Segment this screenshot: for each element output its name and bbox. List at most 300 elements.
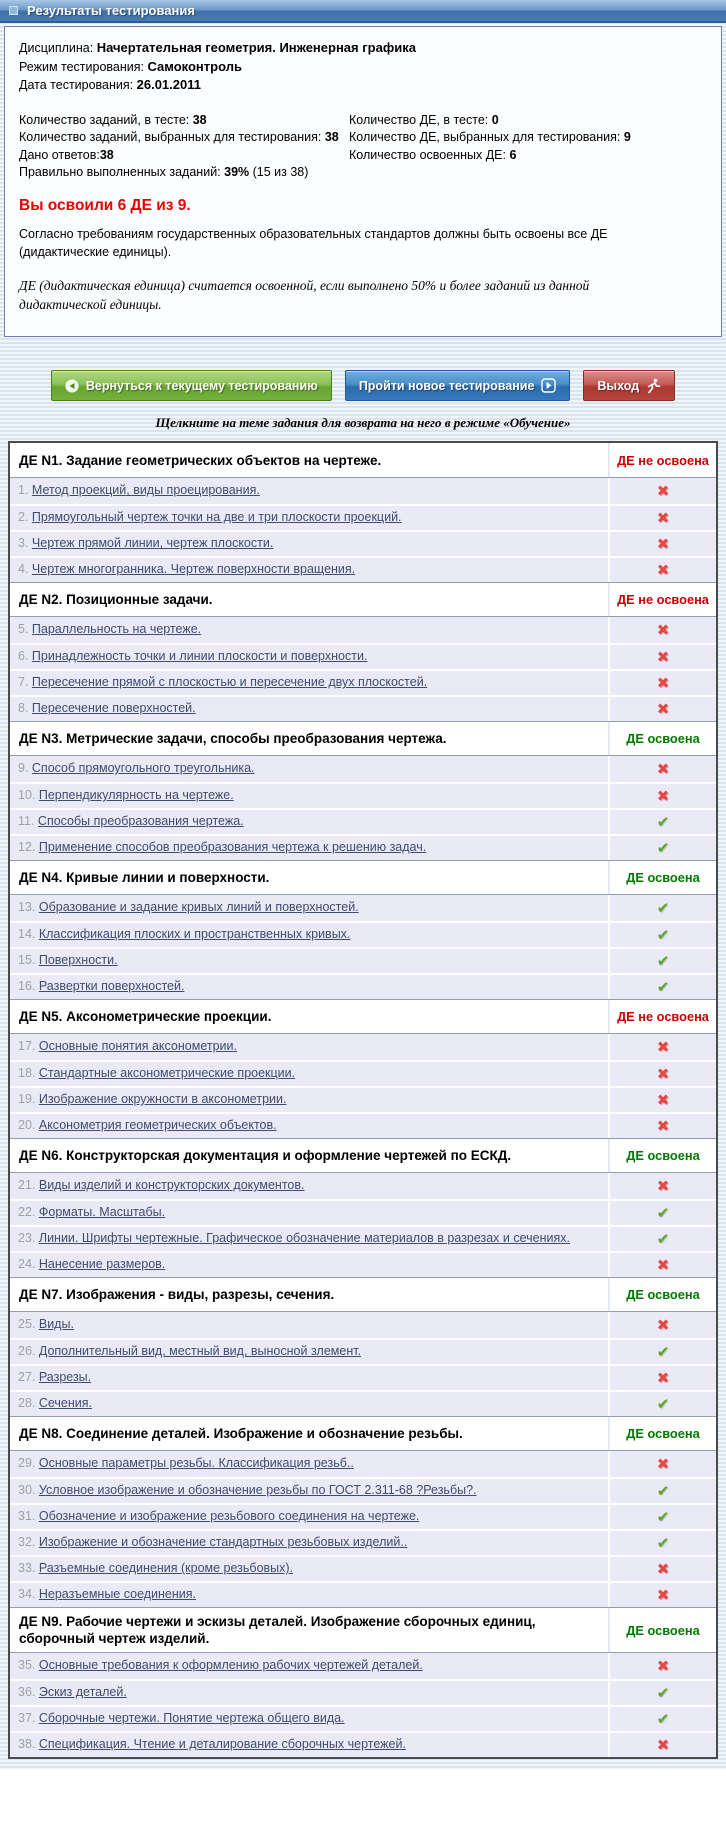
stat-value: 38: [324, 130, 339, 144]
test-mode-line: [19, 58, 705, 77]
task-result-cell: [608, 1479, 716, 1503]
task-result-cell: [608, 532, 716, 556]
task-cell: [10, 1583, 608, 1607]
section-title: ДЕ N4. Кривые линии и поверхности.: [19, 870, 270, 885]
task-cell: [10, 1654, 608, 1678]
section-status: ДЕ освоена: [608, 861, 716, 894]
task-cell: [10, 506, 608, 530]
task-row: [10, 1705, 716, 1731]
task-cell: [10, 532, 608, 556]
task-link[interactable]: Аксонометрия геометрических объектов.: [38, 1118, 277, 1133]
task-row: [10, 695, 716, 721]
task-link[interactable]: Неразъемные соединения.: [38, 1587, 197, 1602]
task-row: [10, 1529, 716, 1555]
task-row: [10, 1477, 716, 1503]
task-cell: [10, 1452, 608, 1476]
task-number: 21.: [18, 1178, 39, 1193]
section-title: ДЕ N9. Рабочие чертежи и эскизы деталей. Изображение сборочных единиц, сборочный чертеж изделий.: [19, 1614, 536, 1646]
task-number: 30.: [18, 1483, 39, 1498]
section-title: ДЕ N7. Изображения - виды, разрезы, сечения.: [19, 1287, 335, 1302]
window-titlebar: [0, 0, 726, 23]
task-link[interactable]: Развертки поверхностей.: [38, 979, 185, 994]
window-title: Результаты тестирования: [27, 3, 195, 18]
cross-icon: ✖: [656, 509, 670, 527]
task-row: [10, 1555, 716, 1581]
task-cell: [10, 1340, 608, 1364]
task-cell: [10, 1557, 608, 1581]
check-icon: ✔: [656, 1508, 670, 1526]
section-title: ДЕ N6. Конструкторская документация и оформление чертежей по ЕСКД.: [19, 1148, 512, 1163]
task-cell: [10, 1505, 608, 1529]
task-link[interactable]: Параллельность на чертеже.: [31, 622, 202, 637]
task-number: 33.: [18, 1561, 39, 1576]
task-result-cell: [608, 1253, 716, 1277]
task-result-cell: [608, 895, 716, 921]
exit-button[interactable]: [583, 370, 675, 401]
task-cell: [10, 1479, 608, 1503]
task-result-cell: [608, 671, 716, 695]
task-row: [10, 895, 716, 921]
task-cell: [10, 923, 608, 947]
section-header-row: [10, 999, 716, 1034]
task-link[interactable]: Спецификация. Чтение и деталирование сборочных чертежей.: [38, 1737, 406, 1752]
task-number: 20.: [18, 1118, 39, 1133]
task-result-cell: [608, 1392, 716, 1416]
summary-panel: [4, 26, 722, 337]
cross-icon: ✖: [656, 1256, 670, 1274]
task-result-cell: [608, 1312, 716, 1338]
task-number: 13.: [18, 900, 39, 915]
task-cell: [10, 757, 608, 781]
task-number: 7.: [18, 675, 32, 690]
task-row: [10, 1653, 716, 1679]
cross-icon: ✖: [656, 1560, 670, 1578]
task-row: [10, 530, 716, 556]
stat-line: Количество освоенных ДЕ: 6: [349, 147, 517, 162]
task-link[interactable]: Сборочные чертежи. Понятие чертежа общего вида.: [38, 1711, 345, 1726]
task-link[interactable]: Нанесение размеров.: [38, 1257, 166, 1272]
task-cell: [10, 1681, 608, 1705]
task-link[interactable]: Эскиз деталей.: [38, 1685, 127, 1700]
task-result-cell: [608, 1451, 716, 1477]
stat-line: Количество заданий, в тесте: 38: [19, 112, 207, 127]
check-icon: ✔: [656, 1204, 670, 1222]
task-number: 27.: [18, 1370, 39, 1385]
task-cell: [10, 1253, 608, 1277]
task-link[interactable]: Чертеж многогранника. Чертеж поверхности вращения.: [31, 562, 356, 577]
task-row: [10, 782, 716, 808]
task-cell: [10, 558, 608, 582]
task-number: 26.: [18, 1344, 39, 1359]
task-cell: [10, 1088, 608, 1112]
discipline-line: [19, 39, 705, 58]
cross-icon: ✖: [656, 648, 670, 666]
task-result-cell: [608, 1114, 716, 1138]
task-number: 17.: [18, 1039, 39, 1054]
task-row: [10, 556, 716, 582]
hint-text: Щелкните на теме задания для возврата на него в режиме «Обучение»: [155, 415, 571, 430]
stats-column-tasks: [19, 112, 349, 182]
task-cell: [10, 1392, 608, 1416]
task-row: [10, 1060, 716, 1086]
section-header-row: [10, 1277, 716, 1312]
task-row: [10, 808, 716, 834]
task-link[interactable]: Изображение окружности в аксонометрии.: [38, 1092, 287, 1107]
task-number: 34.: [18, 1587, 39, 1602]
window-icon: [9, 6, 18, 15]
stat-value: 9: [623, 130, 631, 144]
task-link[interactable]: Обозначение и изображение резьбового соединения на чертеже.: [38, 1509, 420, 1524]
task-result-cell: [608, 1707, 716, 1731]
check-icon: ✔: [656, 1230, 670, 1248]
section-title: ДЕ N3. Метрические задачи, способы преобразования чертежа.: [19, 731, 447, 746]
task-cell: [10, 1174, 608, 1198]
task-result-cell: [608, 1173, 716, 1199]
task-cell: [10, 479, 608, 503]
toolbar: [0, 370, 726, 401]
task-link[interactable]: Основные параметры резьбы. Классификация резьб..: [38, 1456, 354, 1471]
task-link[interactable]: Стандартные аксонометрические проекции.: [38, 1066, 296, 1081]
cross-icon: ✖: [656, 621, 670, 639]
task-cell: [10, 1062, 608, 1086]
task-row: [10, 834, 716, 860]
section-header-row: [10, 582, 716, 617]
task-result-cell: [608, 810, 716, 834]
cross-icon: ✖: [656, 1736, 670, 1754]
check-icon: ✔: [656, 1710, 670, 1728]
task-row: [10, 1503, 716, 1529]
task-cell: [10, 810, 608, 834]
test-date-label: Дата тестирования:: [19, 78, 134, 92]
task-cell: [10, 697, 608, 721]
task-link[interactable]: Виды.: [38, 1317, 74, 1332]
task-row: [10, 617, 716, 643]
task-row: [10, 478, 716, 504]
task-number: 1.: [18, 483, 32, 498]
task-cell: [10, 896, 608, 920]
cross-icon: ✖: [656, 674, 670, 692]
task-link[interactable]: Чертеж прямой линии, чертеж плоскости.: [31, 536, 274, 551]
task-row: [10, 1338, 716, 1364]
task-link[interactable]: Пересечение поверхностей.: [31, 701, 196, 716]
section-status: ДЕ освоена: [608, 722, 716, 755]
task-number: 12.: [18, 840, 39, 855]
task-number: 9.: [18, 761, 32, 776]
task-row: [10, 921, 716, 947]
task-link[interactable]: Изображение и обозначение стандартных резьбовых изделий..: [38, 1535, 408, 1550]
section-title: ДЕ N8. Соединение деталей. Изображение и обозначение резьбы.: [19, 1426, 463, 1441]
task-number: 19.: [18, 1092, 39, 1107]
section-status: ДЕ не освоена: [608, 1000, 716, 1033]
task-link[interactable]: Разрезы.: [38, 1370, 92, 1385]
task-row: [10, 1312, 716, 1338]
task-row: [10, 973, 716, 999]
task-cell: [10, 975, 608, 999]
cross-icon: ✖: [656, 1657, 670, 1675]
cross-icon: ✖: [656, 1316, 670, 1334]
task-result-cell: [608, 1531, 716, 1555]
arrow-right-box-icon: [541, 378, 556, 393]
section-status: ДЕ освоена: [608, 1417, 716, 1450]
discipline-value: Начертательная геометрия. Инженерная графика: [96, 40, 416, 55]
task-cell: [10, 1227, 608, 1251]
task-result-cell: [608, 1681, 716, 1705]
check-icon: ✔: [656, 899, 670, 917]
task-number: 35.: [18, 1658, 39, 1673]
check-icon: ✔: [656, 1395, 670, 1413]
task-cell: [10, 1733, 608, 1757]
stat-value: 0: [491, 112, 499, 127]
task-row: [10, 504, 716, 530]
task-row: [10, 1199, 716, 1225]
task-link[interactable]: Перпендикулярность на чертеже.: [38, 788, 234, 803]
task-link[interactable]: Сечения.: [38, 1396, 93, 1411]
task-number: 8.: [18, 701, 32, 716]
task-result-cell: [608, 1733, 716, 1757]
task-row: [10, 1581, 716, 1607]
task-link[interactable]: Способы преобразования чертежа.: [37, 814, 244, 829]
bottom-spacer: [0, 1763, 726, 1769]
task-link[interactable]: Виды изделий и конструкторских документов.: [38, 1178, 305, 1193]
task-row: [10, 1679, 716, 1705]
task-number: 18.: [18, 1066, 39, 1081]
cross-icon: ✖: [656, 1586, 670, 1604]
check-icon: ✔: [656, 1534, 670, 1552]
task-cell: [10, 836, 608, 860]
cross-icon: ✖: [656, 561, 670, 579]
task-row: [10, 669, 716, 695]
new-test-button[interactable]: [345, 370, 571, 401]
task-number: 22.: [18, 1205, 39, 1220]
task-number: 2.: [18, 510, 32, 525]
section-header-row: [10, 443, 716, 478]
results-table: [8, 441, 718, 1759]
task-number: 4.: [18, 562, 32, 577]
task-number: 38.: [18, 1737, 39, 1752]
task-number: 14.: [18, 927, 39, 942]
task-link[interactable]: Принадлежность точки и линии плоскости и поверхности.: [31, 649, 368, 664]
task-link[interactable]: Разъемные соединения (кроме резьбовых).: [38, 1561, 294, 1576]
task-result-cell: [608, 617, 716, 643]
task-cell: [10, 1313, 608, 1337]
task-number: 16.: [18, 979, 39, 994]
task-cell: [10, 671, 608, 695]
task-row: [10, 1173, 716, 1199]
check-icon: ✔: [656, 978, 670, 996]
stat-value: 38: [99, 147, 114, 162]
result-summary: Вы освоили 6 ДЕ из 9.: [19, 196, 191, 214]
task-link[interactable]: Основные понятия аксонометрии.: [38, 1039, 237, 1054]
task-result-cell: [608, 756, 716, 782]
section-status: ДЕ освоена: [608, 1139, 716, 1172]
cross-icon: ✖: [656, 787, 670, 805]
cross-icon: ✖: [656, 1369, 670, 1387]
task-number: 29.: [18, 1456, 39, 1471]
task-number: 31.: [18, 1509, 39, 1524]
task-number: 11.: [18, 814, 38, 829]
cross-icon: ✖: [656, 535, 670, 553]
task-number: 15.: [18, 953, 39, 968]
section-status: ДЕ не освоена: [608, 583, 716, 616]
task-link[interactable]: Прямоугольный чертеж точки на две и три плоскости проекций.: [31, 510, 402, 525]
task-result-cell: [608, 506, 716, 530]
task-result-cell: [608, 1340, 716, 1364]
task-result-cell: [608, 1366, 716, 1390]
task-result-cell: [608, 697, 716, 721]
task-link[interactable]: Поверхности.: [38, 953, 118, 968]
check-icon: ✔: [656, 1482, 670, 1500]
task-link[interactable]: Способ прямоугольного треугольника.: [31, 761, 255, 776]
task-result-cell: [608, 1653, 716, 1679]
cross-icon: ✖: [656, 1177, 670, 1195]
stat-line: Количество ДЕ, выбранных для тестирования: 9: [349, 130, 631, 144]
task-row: [10, 1034, 716, 1060]
test-mode-label: Режим тестирования:: [19, 59, 144, 74]
task-cell: [10, 618, 608, 642]
task-result-cell: [608, 949, 716, 973]
task-result-cell: [608, 1505, 716, 1529]
task-result-cell: [608, 1088, 716, 1112]
task-cell: [10, 949, 608, 973]
task-result-cell: [608, 1201, 716, 1225]
task-cell: [10, 645, 608, 669]
section-status: ДЕ освоена: [608, 1608, 716, 1652]
stats-block: [19, 112, 705, 182]
task-result-cell: [608, 478, 716, 504]
section-header-row: [10, 1607, 716, 1653]
task-row: [10, 1731, 716, 1757]
task-link[interactable]: Классификация плоских и пространственных кривых.: [38, 927, 351, 942]
arrow-left-circle-icon: [65, 379, 79, 393]
task-number: 5.: [18, 622, 32, 637]
stat-value: 6: [509, 147, 517, 162]
task-number: 32.: [18, 1535, 39, 1550]
standards-note: Согласно требованиям государственных образовательных стандартов должны быть освоены все ДЕ (дидактические единицы).: [19, 227, 608, 259]
stat-line: Количество заданий, выбранных для тестирования: 38: [19, 130, 339, 144]
cross-icon: ✖: [656, 760, 670, 778]
running-man-icon: [646, 378, 661, 394]
task-row: [10, 1451, 716, 1477]
discipline-label: Дисциплина:: [19, 41, 94, 55]
section-header-row: [10, 1416, 716, 1451]
task-number: 28.: [18, 1396, 39, 1411]
test-date-line: [19, 76, 705, 95]
exit-label: Выход: [597, 378, 640, 393]
task-row: [10, 1364, 716, 1390]
task-result-cell: [608, 1227, 716, 1251]
unit-definition-note: ДЕ (дидактическая единица) считается освоенной, если выполнено 50% и более заданий из данной дидактической единицы.: [19, 278, 590, 312]
cross-icon: ✖: [656, 1038, 670, 1056]
task-result-cell: [608, 645, 716, 669]
check-icon: ✔: [656, 926, 670, 944]
check-icon: ✔: [656, 839, 670, 857]
cross-icon: ✖: [656, 700, 670, 718]
task-number: 37.: [18, 1711, 39, 1726]
task-link[interactable]: Пересечение прямой с плоскостью и пересечение двух плоскостей.: [31, 675, 428, 690]
task-link[interactable]: Форматы. Масштабы.: [38, 1205, 166, 1220]
task-result-cell: [608, 558, 716, 582]
task-cell: [10, 784, 608, 808]
cross-icon: ✖: [656, 482, 670, 500]
section-title: ДЕ N2. Позиционные задачи.: [19, 592, 213, 607]
section-header-row: [10, 1138, 716, 1173]
task-number: 25.: [18, 1317, 39, 1332]
task-result-cell: [608, 1557, 716, 1581]
task-link[interactable]: Линии. Шрифты чертежные. Графическое обозначение материалов в разрезах и сечениях.: [38, 1231, 570, 1246]
task-result-cell: [608, 784, 716, 808]
section-status: ДЕ освоена: [608, 1278, 716, 1311]
return-to-test-label: Вернуться к текущему тестированию: [85, 378, 318, 393]
task-cell: [10, 1707, 608, 1731]
task-row: [10, 643, 716, 669]
test-mode-value: Самоконтроль: [147, 58, 242, 74]
task-cell: [10, 1035, 608, 1059]
task-row: [10, 1086, 716, 1112]
test-date-value: 26.01.2011: [136, 77, 201, 92]
stats-column-units: [349, 112, 705, 182]
task-result-cell: [608, 1034, 716, 1060]
section-status: ДЕ не освоена: [608, 443, 716, 477]
cross-icon: ✖: [656, 1091, 670, 1109]
task-link[interactable]: Условное изображение и обозначение резьбы по ГОСТ 2.311-68 ?Резьбы?.: [38, 1483, 477, 1498]
task-number: 23.: [18, 1231, 39, 1246]
task-cell: [10, 1366, 608, 1390]
section-title: ДЕ N1. Задание геометрических объектов на чертеже.: [19, 452, 382, 468]
task-row: [10, 1225, 716, 1251]
task-cell: [10, 1531, 608, 1555]
stat-line: Количество ДЕ, в тесте: 0: [349, 112, 499, 127]
task-row: [10, 947, 716, 973]
section-title: ДЕ N5. Аксонометрические проекции.: [19, 1009, 272, 1024]
return-to-test-button[interactable]: [51, 370, 332, 401]
task-number: 36.: [18, 1685, 39, 1700]
stat-line: Дано ответов:38: [19, 147, 114, 162]
cross-icon: ✖: [656, 1117, 670, 1135]
task-result-cell: [608, 836, 716, 860]
task-cell: [10, 1114, 608, 1138]
task-link[interactable]: Образование и задание кривых линий и поверхностей.: [38, 900, 359, 915]
task-link[interactable]: Метод проекций, виды проецирования.: [31, 483, 260, 498]
task-link[interactable]: Дополнительный вид, местный вид, выносной злемент.: [38, 1344, 362, 1359]
section-header-row: [10, 860, 716, 895]
check-icon: ✔: [656, 1343, 670, 1361]
check-icon: ✔: [656, 1684, 670, 1702]
stat-value: 38: [192, 112, 207, 127]
task-row: [10, 1251, 716, 1277]
task-number: 10.: [18, 788, 39, 803]
task-link[interactable]: Основные требования к оформлению рабочих чертежей деталей.: [38, 1658, 423, 1673]
section-header-row: [10, 721, 716, 756]
cross-icon: ✖: [656, 1065, 670, 1083]
task-result-cell: [608, 923, 716, 947]
stat-line: Правильно выполненных заданий: 39% (15 из 38): [19, 165, 309, 179]
task-result-cell: [608, 975, 716, 999]
task-row: [10, 756, 716, 782]
new-test-label: Пройти новое тестирование: [358, 378, 535, 393]
task-row: [10, 1390, 716, 1416]
check-icon: ✔: [656, 952, 670, 970]
task-number: 6.: [18, 649, 32, 664]
task-number: 24.: [18, 1257, 39, 1272]
task-result-cell: [608, 1062, 716, 1086]
task-result-cell: [608, 1583, 716, 1607]
cross-icon: ✖: [656, 1455, 670, 1473]
check-icon: ✔: [656, 813, 670, 831]
stat-value: 39%: [224, 165, 250, 179]
task-row: [10, 1112, 716, 1138]
task-number: 3.: [18, 536, 32, 551]
task-link[interactable]: Применение способов преобразования чертежа к решению задач.: [38, 840, 427, 855]
